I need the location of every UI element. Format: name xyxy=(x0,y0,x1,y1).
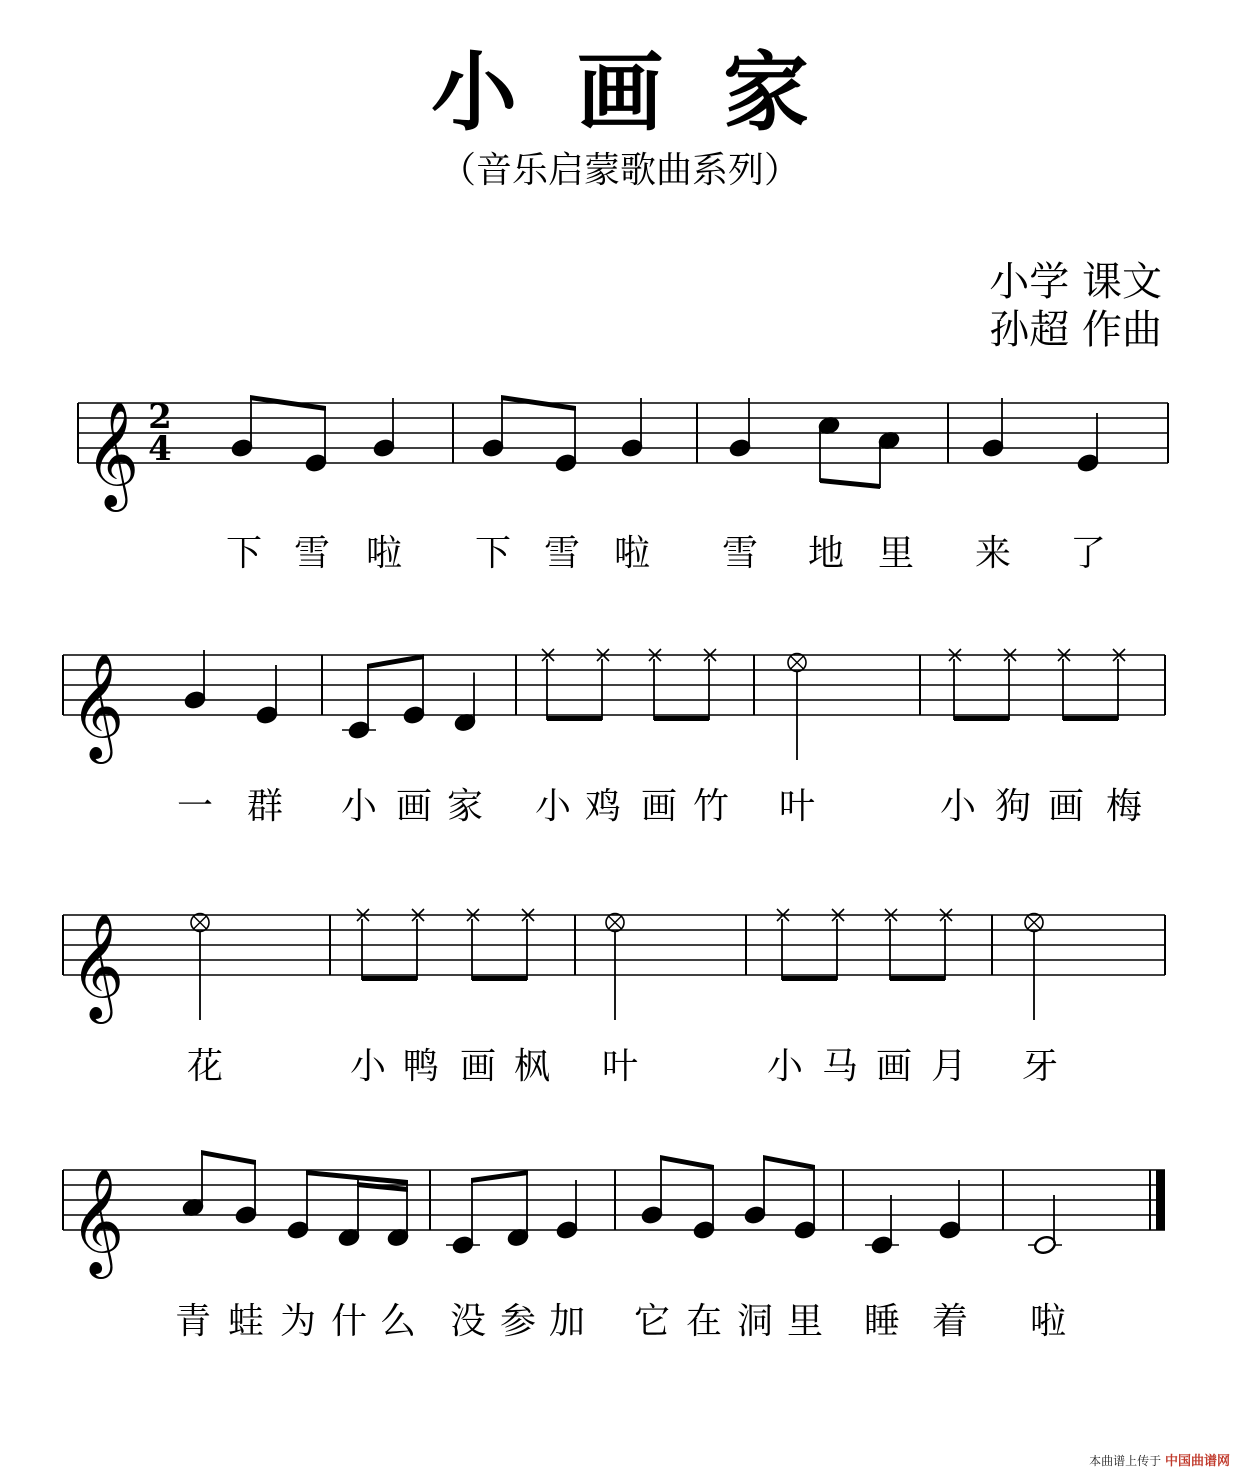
beam xyxy=(890,976,945,981)
treble-clef: 𝄞 xyxy=(69,912,125,1019)
lyric-syllable: 雪 xyxy=(293,533,331,574)
lyric-syllable: 睡 xyxy=(863,1301,901,1342)
lyric-syllable: 叶 xyxy=(778,786,816,827)
treble-clef: 𝄞 xyxy=(84,400,140,507)
lyric-syllable: 啦 xyxy=(1029,1301,1067,1342)
beam xyxy=(763,1155,815,1170)
treble-clef: 𝄞 xyxy=(69,1167,125,1274)
lyric-syllable: 雪 xyxy=(721,533,759,574)
lyric-syllable: 梅 xyxy=(1105,786,1143,827)
lyric-syllable: 参 xyxy=(499,1301,537,1342)
lyric-syllable: 里 xyxy=(877,533,915,574)
lyric-syllable: 鸭 xyxy=(402,1046,440,1087)
lyric-syllable: 一 xyxy=(176,786,214,827)
lyric-syllable: 鸡 xyxy=(584,786,622,827)
time-signature-bottom: 4 xyxy=(148,429,172,469)
lyric-syllable: 小 xyxy=(349,1046,387,1087)
lyric-syllable: 画 xyxy=(1047,786,1085,827)
lyric-syllable: 啦 xyxy=(365,533,403,574)
lyric-syllable: 地 xyxy=(807,533,845,574)
lyric-syllable: 小 xyxy=(939,786,977,827)
lyric-syllable: 里 xyxy=(786,1301,824,1342)
treble-clef: 𝄞 xyxy=(69,652,125,759)
lyric-syllable: 它 xyxy=(633,1301,671,1342)
lyric-syllable: 马 xyxy=(821,1046,859,1087)
lyric-syllable: 下 xyxy=(474,533,512,574)
lyric-syllable: 什 xyxy=(330,1301,368,1342)
beam xyxy=(1063,716,1118,721)
lyric-syllable: 么 xyxy=(379,1301,417,1342)
lyric-syllable: 青 xyxy=(174,1301,212,1342)
lyric-syllable: 了 xyxy=(1069,533,1107,574)
lyric-syllable: 家 xyxy=(446,786,484,827)
beam xyxy=(362,976,417,981)
circled-x-mark xyxy=(1028,917,1040,929)
circled-x-mark xyxy=(609,917,621,929)
lyric-syllable: 花 xyxy=(186,1046,224,1087)
lyric-syllable: 没 xyxy=(449,1301,487,1342)
footer-site-logo: 中国曲谱网 xyxy=(1164,1454,1230,1469)
lyric-syllable: 狗 xyxy=(994,786,1032,827)
lyric-syllable: 竹 xyxy=(692,786,730,827)
beam xyxy=(201,1150,256,1165)
song-subtitle: （音乐启蒙歌曲系列） xyxy=(439,150,800,191)
lyric-syllable: 小 xyxy=(766,1046,804,1087)
beam xyxy=(820,478,880,489)
beam xyxy=(654,716,709,721)
lyric-syllable: 牙 xyxy=(1021,1046,1059,1087)
beam xyxy=(367,654,424,669)
lyric-syllable: 为 xyxy=(279,1301,317,1342)
lyric-syllable: 小 xyxy=(340,786,378,827)
beam xyxy=(472,976,527,981)
footer-upload-text: 本曲谱上传于 xyxy=(1089,1454,1162,1468)
final-barline-thick xyxy=(1156,1170,1165,1230)
lyric-syllable: 加 xyxy=(548,1301,586,1342)
circled-x-mark xyxy=(791,657,803,669)
lyric-syllable: 着 xyxy=(931,1301,969,1342)
beam xyxy=(954,716,1009,721)
lyric-syllable: 月 xyxy=(930,1046,968,1087)
lyric-syllable: 啦 xyxy=(613,533,651,574)
lyric-syllable: 下 xyxy=(225,533,263,574)
lyric-syllable: 在 xyxy=(685,1301,723,1342)
lyric-syllable: 来 xyxy=(974,533,1012,574)
lyric-syllable: 雪 xyxy=(543,533,581,574)
beam xyxy=(471,1170,528,1183)
footer-source xyxy=(1089,1453,1230,1470)
beam xyxy=(547,716,602,721)
lyric-syllable: 画 xyxy=(459,1046,497,1087)
lyric-syllable: 洞 xyxy=(736,1301,774,1342)
time-signature-top: 2 xyxy=(148,397,172,437)
lyric-syllable: 群 xyxy=(246,786,284,827)
lyric-syllable: 画 xyxy=(875,1046,913,1087)
lyric-syllable: 画 xyxy=(395,786,433,827)
lyric-syllable: 蛙 xyxy=(227,1301,265,1342)
composer-credit: 孙超 作曲 xyxy=(989,307,1162,353)
beam xyxy=(660,1155,714,1170)
lyric-syllable: 叶 xyxy=(601,1046,639,1087)
circled-x-mark xyxy=(194,917,206,929)
song-title: 小画家 xyxy=(431,43,869,143)
lyric-syllable: 小 xyxy=(534,786,572,827)
lyric-syllable: 画 xyxy=(640,786,678,827)
beam xyxy=(782,976,837,981)
lyric-syllable: 枫 xyxy=(513,1046,551,1087)
lyricist-credit: 小学 课文 xyxy=(989,259,1162,305)
